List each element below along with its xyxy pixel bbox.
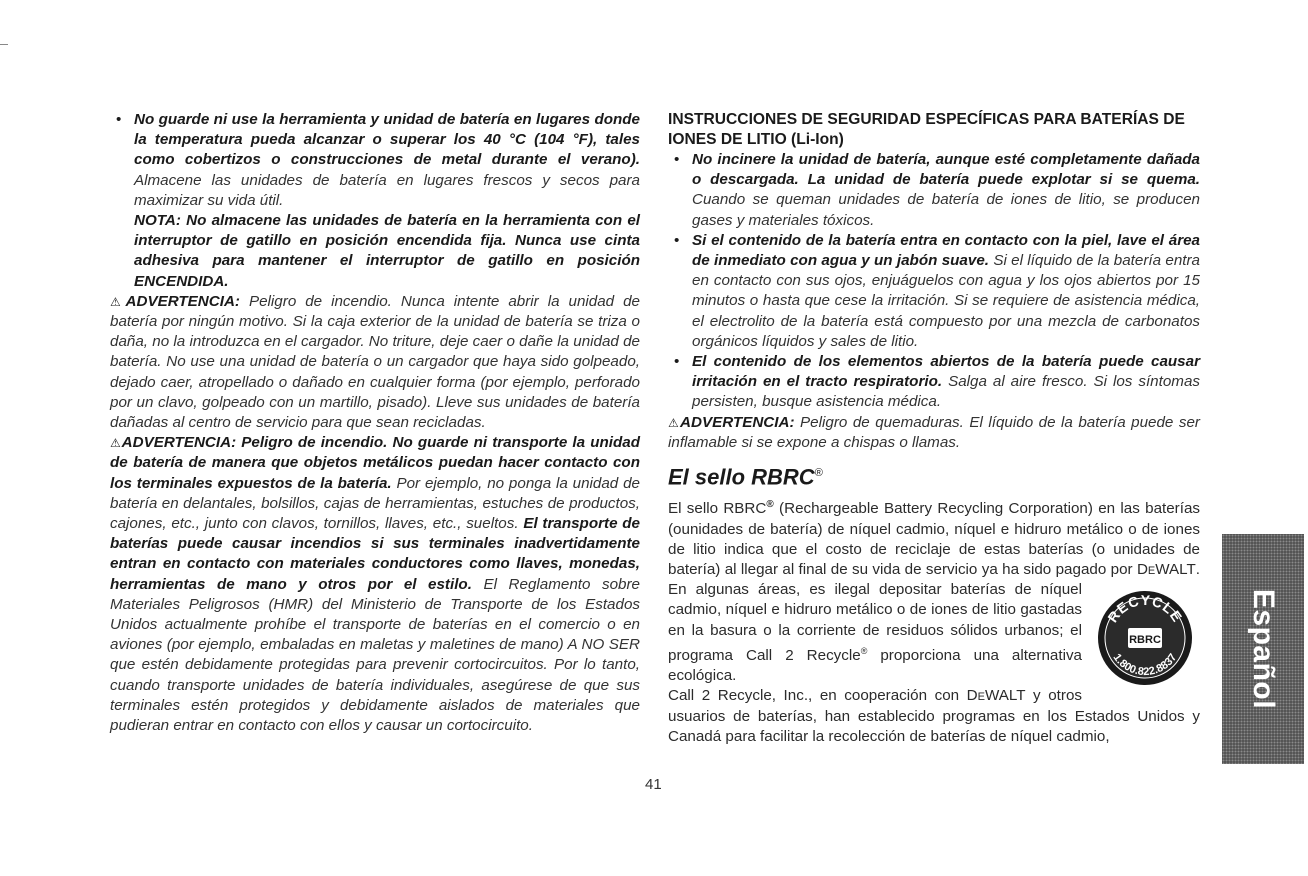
warning-burn	[668, 413, 1200, 453]
rbrc-recycle-seal	[1090, 586, 1200, 690]
bullet-dot-icon: •	[674, 151, 680, 168]
bullet-dot-icon: •	[674, 231, 680, 249]
seal-top-text: RECYCLE	[1104, 592, 1186, 626]
warning-label: ADVERTENCIA:	[125, 292, 240, 310]
rbrc-seal-icon	[1090, 586, 1200, 690]
note-block: NOTA: No almacene las unidades de batería en la herramienta con el interruptor de gatillo en posición encendida fija. Nunca use cinta adhesiva para mantener el interruptor de gatillo en posición ENCENDIDA.	[134, 212, 640, 290]
bullet-storage-text: Almacene las unidades de batería en lugares frescos y secos para maximizar su vida útil.	[134, 171, 640, 209]
bullet-dot-icon: •	[674, 353, 680, 371]
rbrc-p2-b: y otros usuarios de baterías, han establecido programas en los Estados Unidos y Canadá para facilitar la recolección de baterías de níquel cadmio,	[668, 687, 1200, 745]
bullet-dot-icon: •	[116, 111, 122, 128]
brand-dewalt: DeWALT	[966, 687, 1026, 705]
registered-mark: ®	[860, 645, 868, 656]
bullet-text: Cuando se queman unidades de batería de iones de litio, se producen gases y materiales tóxicos.	[692, 191, 1200, 229]
warning-text: Por ejemplo, no ponga la unidad de batería en delantales, bolsillos, cajas de herramientas, estuches de productos, cajones, etc., junto con clavos, tornillos, llaves, etc., sueltos.	[110, 474, 640, 533]
seal-bottom-text: 1.800.822.8837	[1110, 651, 1180, 679]
bullet-skin-contact	[668, 231, 1200, 352]
bullet-bold: Si el contenido de la batería entra en contacto con la piel, lave el área de inmediato con agua y un jabón suave.	[692, 231, 1200, 270]
crop-mark	[0, 44, 8, 45]
right-column	[668, 110, 1200, 747]
bullet-bold: El contenido de los elementos abiertos de la batería puede causar irritación en el tracto respiratorio.	[692, 353, 1200, 391]
bullet-respiratory	[668, 352, 1200, 413]
rbrc-p1-c: . En algunas áreas, es ilegal depositar baterías de níquel cadmio, níquel e hidruro metálico o de iones de litio gastadas en la basura o la corriente de residuos sólidos urbanos; el programa Call 2 Recycle	[668, 561, 1200, 664]
registered-mark: ®	[766, 499, 774, 511]
left-column	[110, 110, 640, 736]
bullet-storage-bold: No guarde ni use la herramienta y unidad de batería en lugares donde la temperatura pueda alcanzar o superar los 40 °C (104 °F), tales como cobertizos o construcciones de metal durante el verano).	[134, 111, 640, 169]
language-tab-label: Español	[1247, 588, 1280, 710]
warning-text: Peligro de incendio. Nunca intente abrir la unidad de batería por ningún motivo. Si la caja exterior de la unidad de batería se triza o daña, no la introduzca en el cargador. No triture, deje caer o dañe la unidad de batería. No use una unidad de batería o un cargador que haya sido golpeado, dejado caer, atropellado o dañado en cualquier forma (por ejemplo, perforado por un clavo, golpeado con un martillo, pisado). Lleve sus unidades de batería dañadas al centro de servicio para que sean recicladas.	[110, 292, 640, 432]
rbrc-paragraph-1	[668, 495, 1200, 686]
warning-text: Peligro de quemaduras. El líquido de la batería puede ser inflamable si se expone a chispas o llamas.	[668, 413, 1200, 451]
registered-mark: ®	[814, 467, 823, 480]
rbrc-p1-b: (Rechargeable Battery Recycling Corporation) en las baterías (ounidades de batería) de níquel cadmio, níquel e hidruro metálico o de iones de litio indica que el costo de reciclaje de estas baterías (o unidades de batería) al llegar al final de su vida de servicio ya ha sido pagado por	[668, 500, 1200, 579]
rbrc-title-text: El sello RBRC	[668, 464, 815, 490]
warning-triangle-icon: ⚠	[668, 415, 681, 430]
language-side-tab	[1222, 534, 1304, 764]
rbrc-title	[668, 459, 1200, 491]
bullet-bold: No incinere la unidad de batería, aunque esté completamente dañada o descargada. La unidad de batería puede explotar si se quema.	[692, 151, 1200, 189]
warning-text-2: El Reglamento sobre Materiales Peligrosos (HMR) del Ministerio de Transporte de los Estados Unidos actualmente prohíbe el transporte de baterías en el comercio o en aviones (por ejemplo, embaladas en maletas y maletines de mano) A NO SER que estén debidamente protegidas para prevenir cortocircuitos. Por lo tanto, cuando transporte unidades de batería individuales, asegúrese de que sus terminales estén protegidos y debidamente aislados de materiales que pudieran entrar en contacto con ellos y causar un cortocircuito.	[110, 575, 640, 735]
warning-bold: ADVERTENCIA: Peligro de incendio. No guarde ni transporte la unidad de batería de manera que objetos metálicos puedan hacer contacto con los terminales expuestos de la batería.	[110, 434, 640, 492]
rbrc-p1-a: El sello RBRC	[668, 500, 767, 518]
warning-triangle-icon: ⚠	[110, 294, 126, 309]
seal-center-text: RBRC	[1129, 634, 1161, 647]
warning-fire-2	[110, 433, 640, 736]
section-heading: INSTRUCCIONES DE SEGURIDAD ESPECÍFICAS PARA BATERÍAS DE IONES DE LITIO (Li-Ion)	[668, 111, 1185, 148]
bullet-text: Si el líquido de la batería entra en contacto con sus ojos, enjuáguelos con agua y los ojos abiertos por 15 minutos o hasta que cese la irritación. Si se requiere de asistencia médica, el electrolito de la batería está compuesto por una mezcla de carbonatos orgánicos líquidos y sales de litio.	[692, 252, 1200, 350]
rbrc-p1-d: proporciona una alternativa ecológica.	[668, 646, 1082, 685]
bullet-storage	[110, 110, 640, 211]
rbrc-p2-a: Call 2 Recycle, Inc., en cooperación con	[668, 687, 967, 705]
warning-bold-2: El transporte de baterías puede causar incendios si sus terminales inadvertidamente entran en contacto con materiales conductores como llaves, monedas, herramientas de mano y otros por el estilo.	[110, 515, 640, 593]
warning-triangle-icon: ⚠	[110, 436, 122, 451]
page-number: 41	[645, 776, 662, 793]
warning-fire-1	[110, 292, 640, 433]
bullet-incinerate	[668, 150, 1200, 231]
rbrc-paragraph-2	[668, 686, 1200, 747]
bullet-text: Salga al aire fresco. Si los síntomas persisten, busque asistencia médica.	[692, 373, 1200, 411]
brand-dewalt: DeWALT	[1136, 561, 1196, 579]
warning-label: ADVERTENCIA:	[680, 413, 795, 431]
